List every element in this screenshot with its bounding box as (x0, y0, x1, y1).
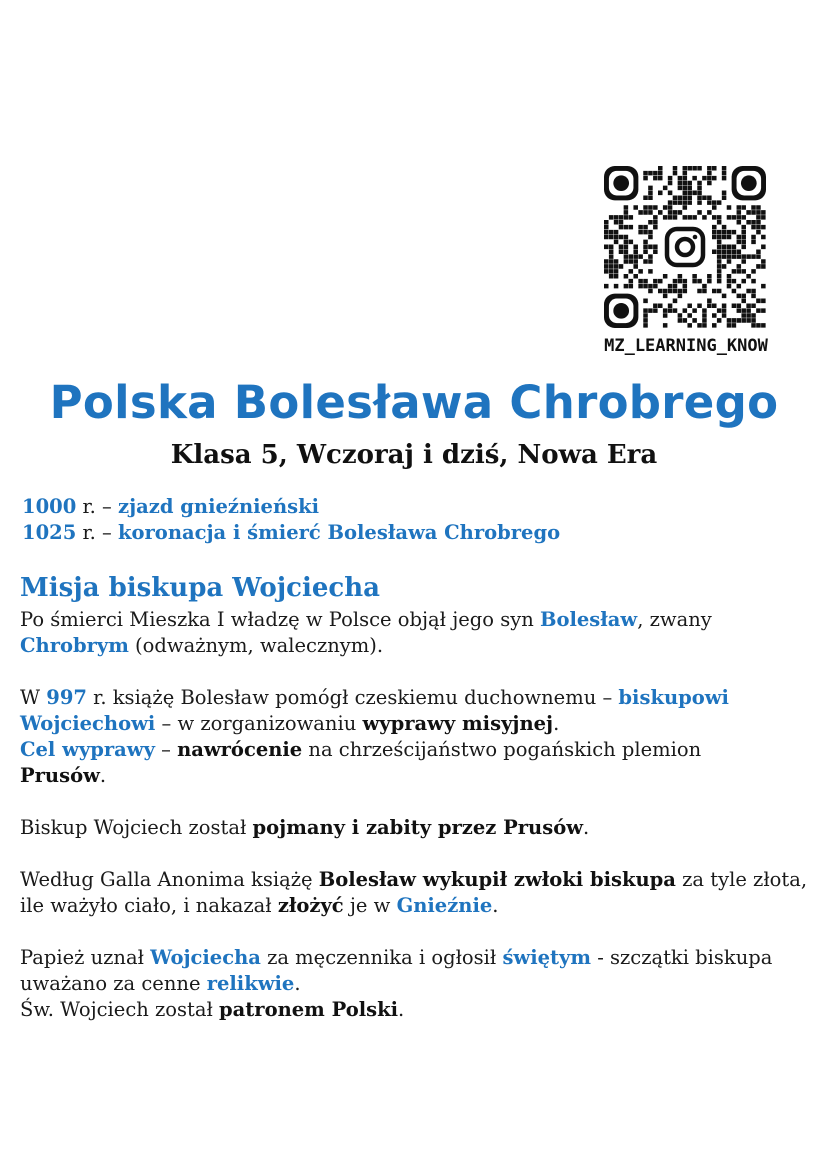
text: . (398, 998, 405, 1021)
highlight: Chrobrym (20, 634, 129, 657)
qr-handle: MZ_LEARNING_KNOW (604, 336, 768, 356)
emphasis: nawrócenie (177, 738, 303, 761)
text: (odważnym, walecznym). (128, 634, 384, 657)
date-line (22, 494, 560, 520)
page-subtitle: Klasa 5, Wczoraj i dziś, Nowa Era (170, 440, 658, 470)
emphasis: Bolesław wykupił zwłoki biskupa (318, 868, 676, 891)
text: je w (343, 894, 397, 917)
highlight: Gnieźnie (396, 894, 493, 917)
page-title: Polska Bolesława Chrobrego (49, 376, 779, 429)
text: na chrześcijaństwo pogańskich plemion (302, 738, 702, 761)
text: – w zorganizowaniu (155, 712, 363, 735)
text: Po śmierci Mieszka I władzę w Polsce objął jego syn (20, 608, 540, 631)
highlight: świętym (502, 946, 591, 969)
date-sep: r. – (76, 495, 119, 518)
qr-finder-top-right (732, 166, 766, 200)
emphasis: złożyć (277, 894, 344, 917)
paragraph-5 (20, 945, 810, 1023)
paragraph-3 (20, 815, 810, 841)
highlight: 997 (46, 686, 87, 709)
highlight: Wojciecha (150, 946, 261, 969)
emphasis: Prusów (20, 764, 100, 787)
key-dates (22, 494, 560, 546)
date-event: koronacja i śmierć Bolesława Chrobrego (118, 521, 561, 544)
text: . (583, 816, 590, 839)
text: , zwany (637, 608, 712, 631)
text: . (99, 764, 107, 787)
paragraph-2 (20, 685, 810, 789)
text: . (492, 894, 499, 917)
article-body (20, 607, 810, 1049)
text: za męczennika i ogłosił (260, 946, 503, 969)
highlight: biskupowi Wojciechowi (20, 686, 729, 735)
section-heading: Misja biskupa Wojciecha (20, 573, 380, 603)
text: . (294, 972, 301, 995)
emphasis: patronem Polski (219, 998, 399, 1021)
date-sep: r. – (76, 521, 119, 544)
text: W (20, 686, 47, 709)
date-year: 1000 (22, 495, 77, 518)
qr-finder-top-left (604, 166, 638, 200)
highlight: Cel wyprawy (20, 738, 155, 761)
text: r. książę Bolesław pomógł czeskiemu duchownemu – (86, 686, 619, 709)
date-event: zjazd gnieźnieński (118, 495, 320, 518)
paragraph-1 (20, 607, 810, 659)
emphasis: wyprawy misyjnej (362, 712, 554, 735)
highlight: Bolesław (540, 608, 638, 631)
text: Według Galla Anonima książę (20, 868, 319, 891)
text: za tyle złota, ile ważyło ciało, i nakazał (20, 868, 808, 917)
qr-pattern (604, 166, 766, 328)
highlight: relikwie (206, 972, 295, 995)
date-year: 1025 (22, 521, 77, 544)
qr-finder-bottom-left (604, 294, 638, 328)
text: – (154, 738, 178, 761)
text: - szczątki biskupa uważano za cenne (20, 946, 773, 995)
paragraph-4 (20, 867, 810, 919)
text: . (553, 712, 560, 735)
text: Biskup Wojciech został (20, 816, 253, 839)
date-line (22, 520, 560, 546)
text: Papież uznał (20, 946, 151, 969)
emphasis: pojmany i zabity przez Prusów (252, 816, 583, 839)
instagram-qr-code (604, 166, 766, 328)
instagram-icon (667, 229, 703, 265)
text: Św. Wojciech został (20, 998, 220, 1021)
